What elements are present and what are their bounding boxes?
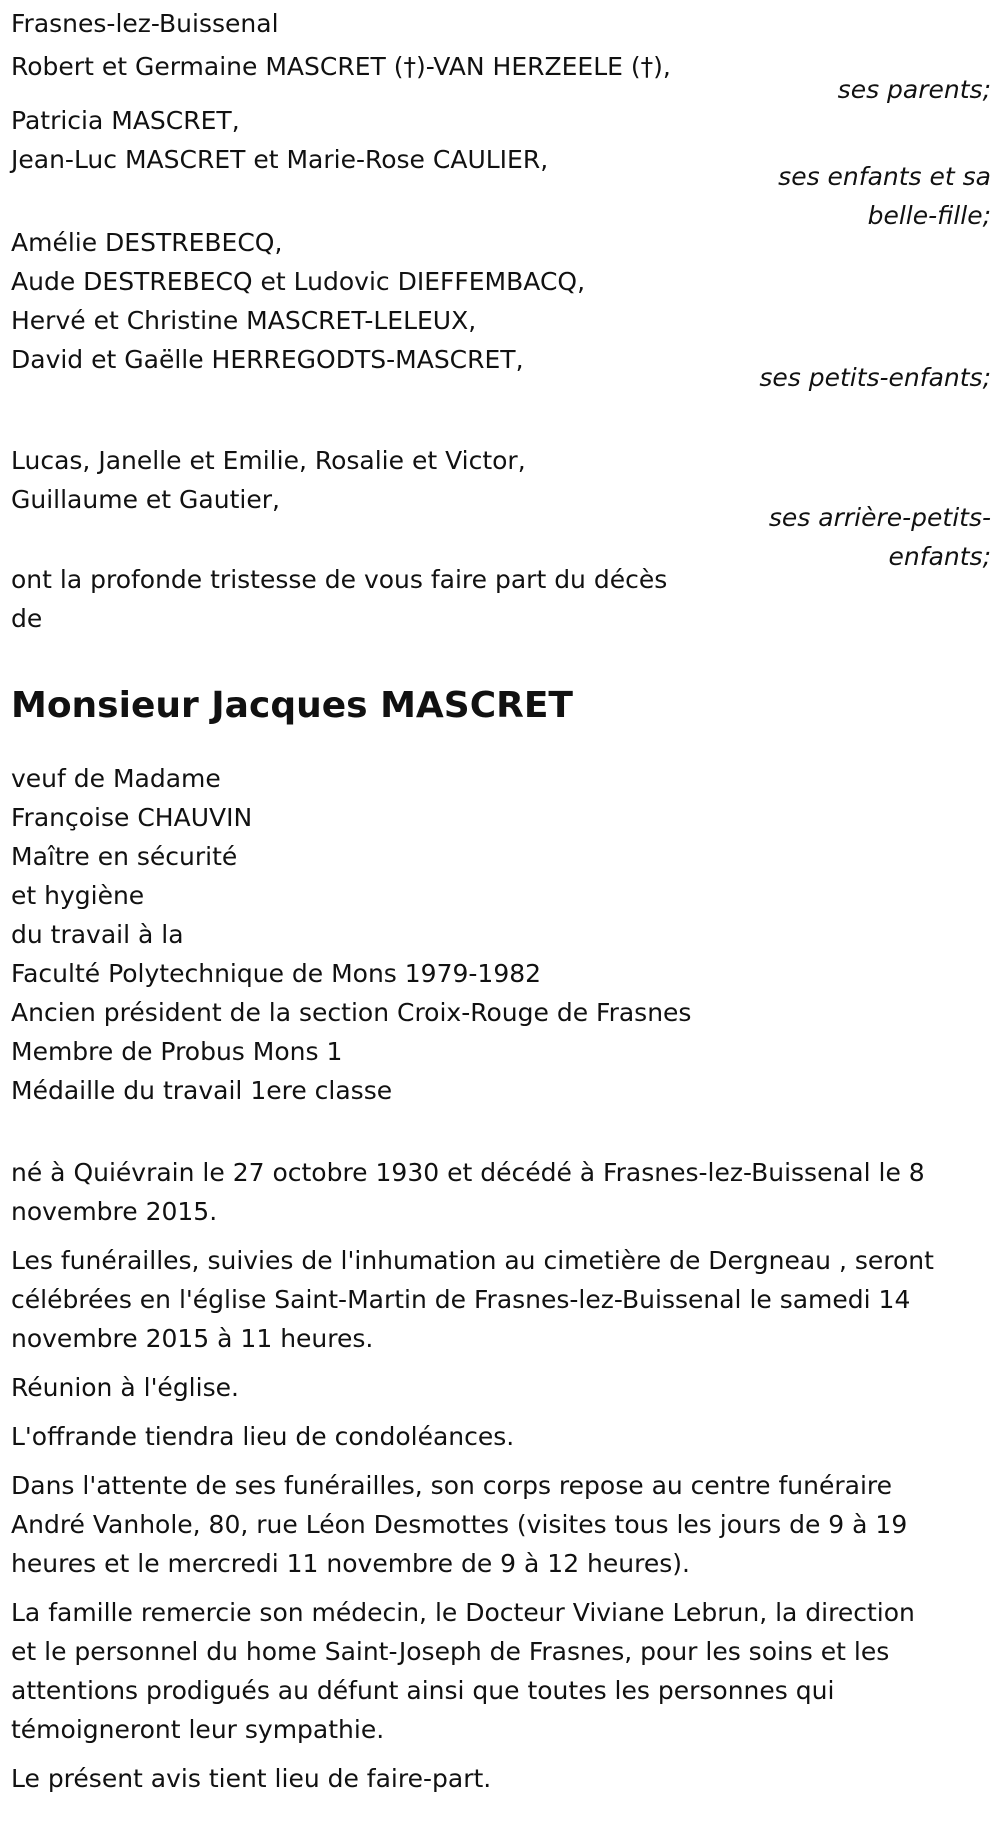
grandchildren-name: Aude DESTREBECQ et Ludovic DIEFFEMBACQ,	[11, 267, 586, 296]
paragraph-line: célébrées en l'église Saint-Martin de Frasnes-lez-Buissenal le samedi 14	[11, 1285, 911, 1314]
visitation-paragraph	[11, 1466, 986, 1583]
title-line: Médaille du travail 1ere classe	[11, 1076, 393, 1105]
announcement-line: de	[11, 604, 43, 633]
parents-role: ses parents;	[837, 75, 991, 104]
paragraph-line: Les funérailles, suivies de l'inhumation au cimetière de Dergneau , seront	[11, 1246, 934, 1275]
paragraph-line: attentions prodigués au défunt ainsi que toutes les personnes qui	[11, 1676, 835, 1705]
children-role-line: belle-fille;	[867, 201, 991, 230]
paragraph-line: André Vanhole, 80, rue Léon Desmottes (visites tous les jours de 9 à 19	[11, 1510, 908, 1539]
parents-block	[11, 47, 991, 104]
great-grandchildren-block	[11, 441, 991, 571]
announcement-line: ont la profonde tristesse de vous faire part du décès	[11, 565, 668, 594]
title-line: Membre de Probus Mons 1	[11, 1037, 343, 1066]
title-line: Faculté Polytechnique de Mons 1979-1982	[11, 959, 542, 988]
paragraph-line: témoigneront leur sympathie.	[11, 1715, 385, 1744]
great-grandchildren-role-line: ses arrière-petits-	[768, 503, 991, 532]
great-grandchildren-name: Lucas, Janelle et Emilie, Rosalie et Victor,	[11, 446, 526, 475]
children-block	[11, 101, 991, 230]
funeral-paragraph	[11, 1241, 986, 1358]
grandchildren-block	[11, 223, 991, 392]
paragraph-line: novembre 2015.	[11, 1197, 218, 1226]
closing-paragraph	[11, 1759, 986, 1798]
great-grandchildren-name: Guillaume et Gautier,	[11, 485, 280, 514]
grandchildren-name: Amélie DESTREBECQ,	[11, 228, 283, 257]
children-role-line: ses enfants et sa	[778, 162, 991, 191]
paragraph-line: Dans l'attente de ses funérailles, son corps repose au centre funéraire	[11, 1471, 893, 1500]
grandchildren-name: David et Gaëlle HERREGODTS-MASCRET,	[11, 345, 524, 374]
paragraph-line: Le présent avis tient lieu de faire-part.	[11, 1764, 492, 1793]
title-line: Françoise CHAUVIN	[11, 803, 253, 832]
deceased-titles	[11, 759, 691, 1110]
grandchildren-name: Hervé et Christine MASCRET-LELEUX,	[11, 306, 477, 335]
paragraph-line: né à Quiévrain le 27 octobre 1930 et décédé à Frasnes-lez-Buissenal le 8	[11, 1158, 925, 1187]
children-name: Jean-Luc MASCRET et Marie-Rose CAULIER,	[11, 145, 549, 174]
deceased-name: Monsieur Jacques MASCRET	[11, 685, 573, 726]
paragraph-line: Réunion à l'église.	[11, 1373, 239, 1402]
title-line: Maître en sécurité	[11, 842, 238, 871]
children-name: Patricia MASCRET,	[11, 106, 240, 135]
paragraph-line: novembre 2015 à 11 heures.	[11, 1324, 374, 1353]
title-line: veuf de Madame	[11, 764, 221, 793]
title-line: et hygiène	[11, 881, 145, 910]
title-line: Ancien président de la section Croix-Rouge de Frasnes	[11, 998, 692, 1027]
parents-names: Robert et Germaine MASCRET (†)-VAN HERZEELE (†),	[11, 52, 671, 81]
grandchildren-role: ses petits-enfants;	[759, 363, 991, 392]
offering-paragraph	[11, 1417, 986, 1456]
title-line: du travail à la	[11, 920, 184, 949]
great-grandchildren-role-line: enfants;	[888, 542, 991, 571]
thanks-paragraph	[11, 1593, 986, 1749]
paragraph-line: La famille remercie son médecin, le Docteur Viviane Lebrun, la direction	[11, 1598, 915, 1627]
great-grandchildren-role	[751, 498, 991, 576]
meeting-paragraph	[11, 1368, 986, 1407]
announcement	[11, 560, 667, 638]
paragraph-line: et le personnel du home Saint-Joseph de Frasnes, pour les soins et les	[11, 1637, 890, 1666]
paragraph-line: heures et le mercredi 11 novembre de 9 à 12 heures).	[11, 1549, 690, 1578]
location: Frasnes-lez-Buissenal	[11, 9, 279, 38]
birth-death-paragraph	[11, 1153, 986, 1231]
paragraph-line: L'offrande tiendra lieu de condoléances.	[11, 1422, 515, 1451]
